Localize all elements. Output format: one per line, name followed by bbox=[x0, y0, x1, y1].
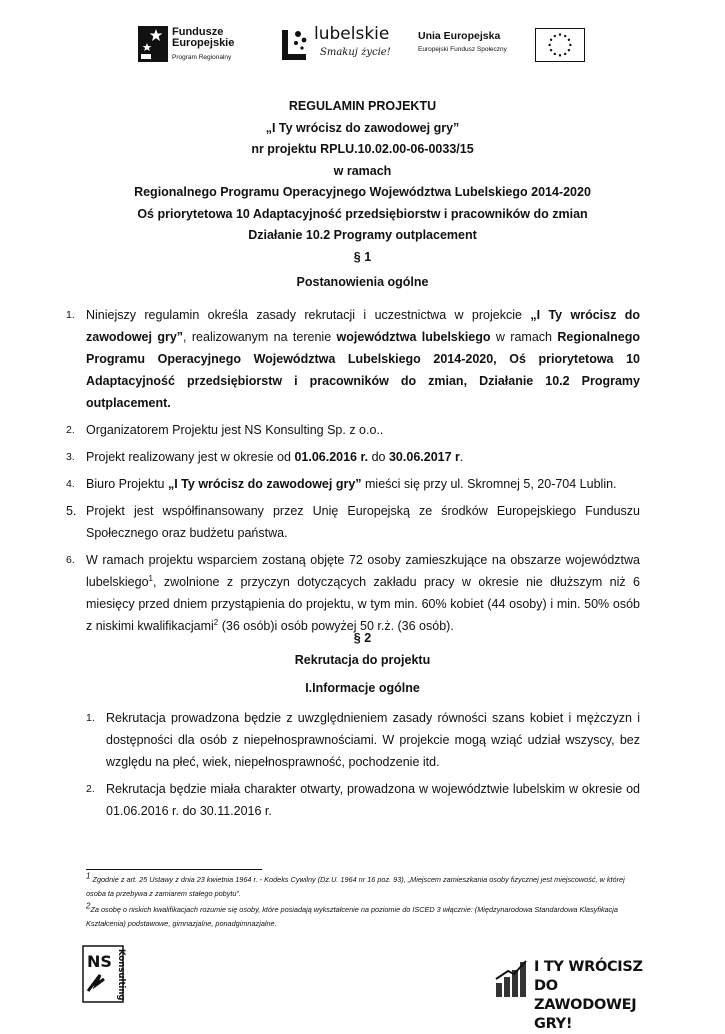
item-text: mieści się przy ul. Skromnej 5, 20-704 Lublin. bbox=[361, 477, 617, 491]
item-text: . bbox=[459, 450, 464, 464]
lubelskie-logo bbox=[276, 24, 394, 66]
section1-heading: Postanowienia ogólne bbox=[296, 275, 429, 289]
item-text: Biuro Projektu bbox=[86, 477, 168, 491]
itw-line2: ZAWODOWEJ GRY! bbox=[534, 997, 637, 1032]
footnote-ref: 2 bbox=[213, 617, 219, 627]
item-bold-text: Regionalnego Programu Operacyjnego Województwa Lubelskiego 2014-2020, Oś priorytetowa 10 Adaptacyjność przedsiębiorstw i pracowników do zmian, Działanie 10.2 Programy outplacement. bbox=[86, 330, 640, 410]
unia-europejska-text bbox=[418, 30, 507, 53]
item-text: Projekt jest współfinansowany przez Unię Europejską ze środków Europejskiego Funduszu Społecznego oraz budżetu państwa. bbox=[86, 504, 640, 540]
item-number: 4. bbox=[66, 478, 75, 490]
item-text: w ramach bbox=[490, 330, 558, 344]
title-line-7: Działanie 10.2 Programy outplacement bbox=[248, 228, 477, 242]
item-number: 2. bbox=[66, 424, 75, 436]
item-text: , zwolnione z przyczyn dotyczących zakładu pracy w okresie nie dłuższym niż 6 miesięcy przed dniem przystąpienia do projektu, w tym min. 60% kobiet (44 osoby) i min. 50% osób z niskimi kwalifikacjami bbox=[86, 575, 640, 633]
footnotes bbox=[86, 873, 642, 931]
list-item bbox=[66, 419, 640, 441]
lubelskie-name: lubelskie bbox=[314, 24, 390, 44]
list-item bbox=[86, 778, 640, 822]
list-item bbox=[66, 446, 640, 468]
ue-title: Unia Europejska bbox=[418, 30, 501, 42]
section2-heading: Rekrutacja do projektu bbox=[294, 653, 431, 667]
item-bold-text: 01.06.2016 r. bbox=[294, 450, 369, 464]
item-text: Projekt realizowany jest w okresie od bbox=[86, 450, 295, 464]
item-text: Organizatorem Projektu jest NS Konsulting Sp. z o.o.. bbox=[86, 423, 384, 437]
item-number: 1. bbox=[86, 712, 95, 724]
footnote-text: Za osobę o niskich kwalifikacjach rozumie się osoby, które posiadają wykształcenie na poziomie do ISCED 3 włącznie: (Międzynarodowa Standardowa Klasyfikacja Kształcenia) podstawowe, gimnazjalne, ponadgimnazjalne. bbox=[86, 905, 618, 928]
fundusze-europejskie-logo bbox=[138, 26, 250, 66]
item-number: 3. bbox=[66, 451, 75, 463]
list-item bbox=[66, 473, 640, 495]
unia-europejska-logo bbox=[418, 26, 588, 66]
item-text: Rekrutacja będzie miała charakter otwarty, prowadzona w województwie lubelskim w okresie od 01.06.2016 r. do 30.11.2016 r. bbox=[106, 782, 640, 818]
i-ty-wrocisz-text bbox=[534, 958, 644, 1034]
title-line-6: Oś priorytetowa 10 Adaptacyjność przedsiębiorstw i pracowników do zmian bbox=[137, 206, 588, 221]
lubelskie-slogan: Smakuj życie! bbox=[320, 47, 391, 58]
list-item bbox=[66, 549, 640, 637]
section2-sign: § 2 bbox=[353, 631, 372, 645]
footnote-mark: 2 bbox=[86, 901, 91, 911]
item-number: 5. bbox=[66, 504, 77, 518]
section2-list bbox=[86, 707, 640, 827]
header-logos bbox=[0, 20, 725, 70]
item-text: do bbox=[368, 450, 389, 464]
item-bold-text: województwa lubelskiego bbox=[336, 330, 491, 344]
title-line-5: Regionalnego Programu Operacyjnego Województwa Lubelskiego 2014-2020 bbox=[134, 185, 591, 199]
fe-line1: Fundusze bbox=[172, 26, 224, 38]
ue-sub: Europejski Fundusz Społeczny bbox=[418, 46, 507, 53]
item-text: Niniejszy regulamin określa zasady rekrutacji i uczestnictwa w projekcie bbox=[86, 308, 531, 322]
list-item bbox=[66, 304, 640, 414]
fe-line3: Program Regionalny bbox=[172, 54, 232, 61]
list-item bbox=[86, 707, 640, 773]
item-text: W ramach projektu wsparciem zostaną objęte 72 osoby zamieszkujące na obszarze województwa lubelskiego bbox=[86, 553, 640, 589]
ns-konsulting-logo bbox=[82, 945, 124, 1003]
title-line-4: w ramach bbox=[333, 163, 392, 178]
eu-flag-icon bbox=[535, 28, 585, 62]
item-bold-text: „I Ty wrócisz do zawodowej gry” bbox=[86, 308, 641, 344]
title-line-2: „I Ty wrócisz do zawodowej gry” bbox=[265, 120, 460, 135]
ns-word-text: Konsulting bbox=[116, 949, 126, 1001]
section1-list bbox=[66, 304, 640, 642]
footnote-ref: 1 bbox=[148, 573, 153, 583]
footnote-text: Zgodnie z art. 25 Ustawy z dnia 23 kwietnia 1964 r. - Kodeks Cywilny (Dz.U. 1964 nr 16 poz. 93), „Miejscem zamieszkania osoby fizycznej jest miejscowość, w której osoba ta przebywa z zamiarem stałego pobytu”. bbox=[86, 875, 625, 898]
document-title-block bbox=[80, 96, 645, 268]
list-item bbox=[66, 500, 640, 544]
title-line-3: nr projektu RPLU.10.02.00-06-0033/15 bbox=[251, 142, 474, 156]
lubelskie-mark-icon bbox=[276, 28, 312, 62]
footnote-mark: 1 bbox=[86, 871, 91, 881]
fundusze-europejskie-mark-icon bbox=[138, 26, 168, 62]
itw-line1: I TY WRÓCISZ DO bbox=[534, 959, 643, 994]
title-line-8: § 1 bbox=[353, 249, 372, 264]
title-line-1: REGULAMIN PROJEKTU bbox=[288, 99, 437, 113]
ns-mark-text: NS bbox=[87, 952, 112, 971]
fe-line2: Europejskie bbox=[172, 37, 235, 49]
fundusze-europejskie-text bbox=[172, 27, 234, 63]
footnote-divider bbox=[86, 869, 262, 870]
upward-bars-icon bbox=[494, 957, 530, 997]
item-bold-text: „I Ty wrócisz do zawodowej gry” bbox=[167, 477, 362, 491]
item-number: 2. bbox=[86, 783, 95, 795]
item-bold-text: 30.06.2017 r bbox=[388, 450, 460, 464]
i-ty-wrocisz-logo bbox=[494, 955, 644, 1032]
item-text: Rekrutacja prowadzona będzie z uwzględnieniem zasady równości szans kobiet i mężczyzn i dostępności dla osób z niepełnosprawnościami. W projekcie mogą wziąć udział wszyscy, bez względu na płeć, wiek, niepełnosprawność, pochodzenie itd. bbox=[106, 711, 640, 769]
footnote-1 bbox=[86, 873, 642, 901]
item-number: 6. bbox=[66, 554, 75, 566]
section2-subheading: I.Informacje ogólne bbox=[305, 681, 420, 695]
item-text: (36 osób)i osób powyżej 50 r.ż. (36 osób). bbox=[218, 619, 454, 633]
item-text: , realizowanym na terenie bbox=[183, 330, 337, 344]
item-number: 1. bbox=[66, 309, 75, 321]
footnote-2 bbox=[86, 903, 642, 931]
